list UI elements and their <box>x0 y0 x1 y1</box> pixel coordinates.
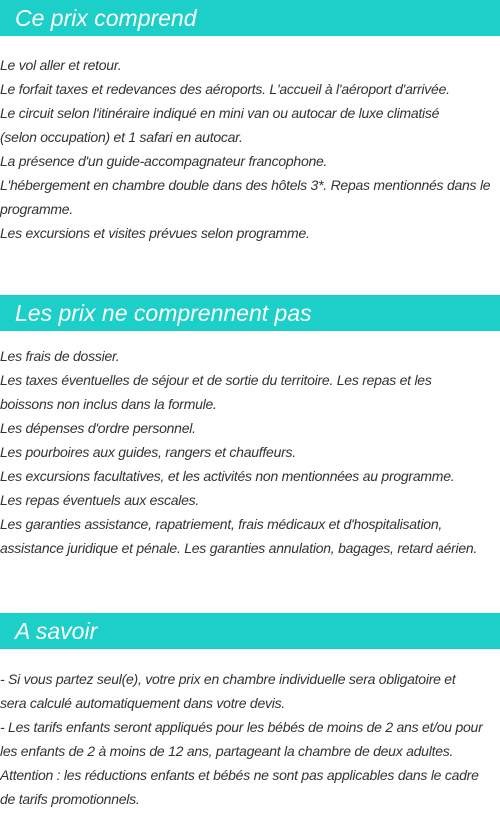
text-line: - Si vous partez seul(e), votre prix en chambre individuelle sera obligatoire et <box>0 671 456 687</box>
section-price-includes <box>0 0 500 245</box>
section-good-to-know <box>0 613 500 811</box>
text-line: de tarifs promotionnels. <box>0 791 140 807</box>
text-line: Le circuit selon l'itinéraire indiqué en mini van ou autocar de luxe climatisé <box>0 105 440 121</box>
text-line: Les dépenses d'ordre personnel. <box>0 420 196 436</box>
text-line: les enfants de 2 à moins de 12 ans, partageant la chambre de deux adultes. <box>0 743 454 759</box>
section-header <box>0 613 500 649</box>
text-line: (selon occupation) et 1 safari en autocar. <box>0 129 243 145</box>
text-line: Les taxes éventuelles de séjour et de sortie du territoire. Les repas et les <box>0 372 432 388</box>
section-title: Les prix ne comprennent pas <box>15 300 312 326</box>
text-line: Attention : les réductions enfants et bébés ne sont pas applicables dans le cadre <box>0 767 479 783</box>
text-line: Les pourboires aux guides, rangers et chauffeurs. <box>0 444 296 460</box>
text-line: Le forfait taxes et redevances des aéroports. L'accueil à l'aéroport d'arrivée. <box>0 81 450 97</box>
text-line: L'hébergement en chambre double dans des hôtels 3*. Repas mentionnés dans le <box>0 177 491 193</box>
text-line: Les frais de dossier. <box>0 348 120 364</box>
text-line: Les garanties assistance, rapatriement, frais médicaux et d'hospitalisation, <box>0 516 443 532</box>
text-line: programme. <box>0 201 73 217</box>
text-line: Les repas éventuels aux escales. <box>0 492 200 508</box>
text-line: Le vol aller et retour. <box>0 57 122 73</box>
section-body <box>0 344 500 560</box>
text-line: Les excursions et visites prévues selon programme. <box>0 225 310 241</box>
text-line: sera calculé automatiquement dans votre devis. <box>0 695 285 711</box>
section-body <box>0 667 500 811</box>
text-line: - Les tarifs enfants seront appliqués pour les bébés de moins de 2 ans et/ou pour <box>0 719 483 735</box>
section-header <box>0 295 500 331</box>
section-title: A savoir <box>15 618 98 644</box>
section-body <box>0 53 500 245</box>
section-title: Ce prix comprend <box>15 5 197 31</box>
section-price-excludes <box>0 295 500 560</box>
text-line: Les excursions facultatives, et les activités non mentionnées au programme. <box>0 468 455 484</box>
text-line: assistance juridique et pénale. Les garanties annulation, bagages, retard aérien. <box>0 540 478 556</box>
section-header <box>0 0 500 36</box>
text-line: boissons non inclus dans la formule. <box>0 396 217 412</box>
text-line: La présence d'un guide-accompagnateur francophone. <box>0 153 328 169</box>
